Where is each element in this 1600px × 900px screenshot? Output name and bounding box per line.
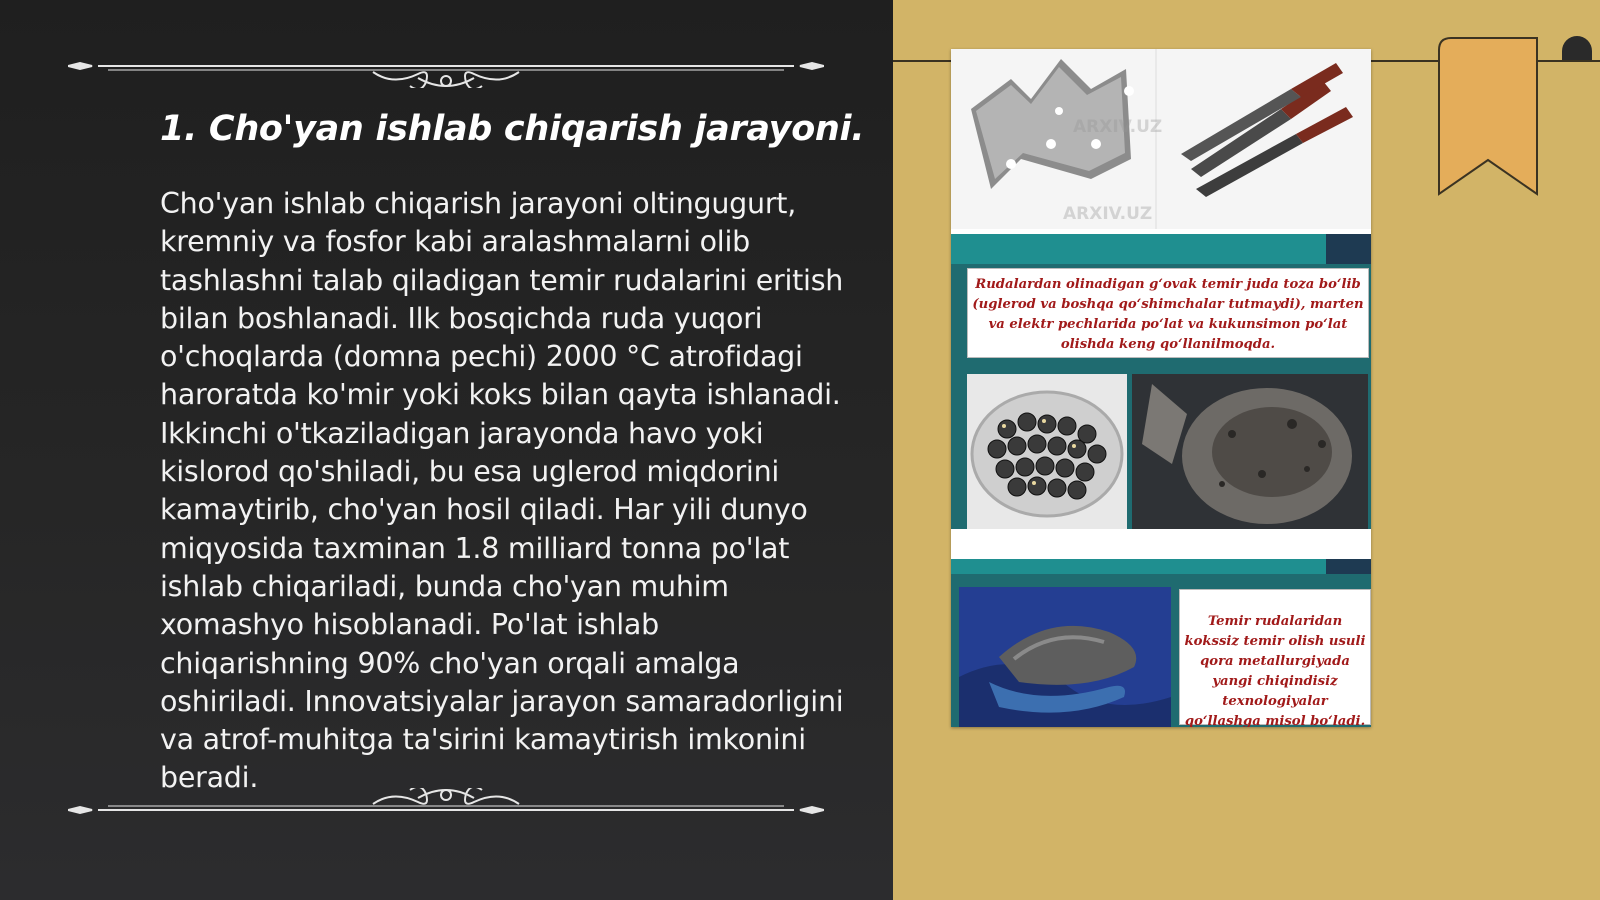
slide-title: 1. Cho'yan ishlab chiqarish jarayoni. xyxy=(160,109,865,149)
watermark-text: ARXIV.UZ xyxy=(1063,204,1153,224)
ornament-divider-icon xyxy=(68,788,824,828)
slide-body-text: Cho'yan ishlab chiqarish jarayoni oltingugurt, kremniy va fosfor kabi aralashmalarni olib tashlashni talab qiladigan temir rudalarini eritish bilan boshlanadi. Ilk bosqichda ruda yuqori o'choqlarda (domna pechi) 2000 °C atrofidagi haroratda ko'mir yoki koks bilan qayta ishlanadi. Ikkinchi o'tkaziladigan jarayonda havo yoki kislorod qo'shiladi, bu esa uglerod miqdorini kamaytirib, cho'yan hosil qiladi. Har yili dunyo miqyosida taxminan 1.8 milliard tonna po'lat ishlab chiqariladi, bunda cho'yan muhim xomashyo hisoblanadi. Po'lat ishlab chiqarishning 90% cho'yan orqali amalga oshiriladi. Innovatsiyalar jarayon samaradorligini va atrof-muhitga ta'sirini kamaytirish imkonini beradi. xyxy=(160,187,844,795)
caption-top: Rudalardan olinadigan g‘ovak temir juda toza bo‘lib (uglerod va boshqa qo‘shimchalar tutmaydi), marten va elektr pechlarida po‘lat va kukunsimon po‘lat olishda keng qo‘llanilmoqda. xyxy=(967,268,1369,358)
bookmark-icon xyxy=(1437,36,1539,198)
caption-bottom: Temir rudalaridan kokssiz temir olish usuli qora metallurgiyada yangi chiqindisiz texnologiyalar qo‘llashga misol bo‘ladi. xyxy=(1179,589,1371,725)
teal-divider xyxy=(951,234,1371,264)
white-gap xyxy=(951,529,1371,559)
sponge-iron-photo xyxy=(1132,374,1368,529)
watermark-text: ARXIV.UZ xyxy=(1073,117,1163,137)
decorative-shape xyxy=(1562,36,1592,60)
knives-photo xyxy=(951,49,1371,229)
steel-balls-photo xyxy=(967,374,1127,529)
ore-in-hand-photo xyxy=(959,587,1171,727)
ornament-divider-icon xyxy=(68,48,824,88)
illustration-image xyxy=(951,49,1371,727)
